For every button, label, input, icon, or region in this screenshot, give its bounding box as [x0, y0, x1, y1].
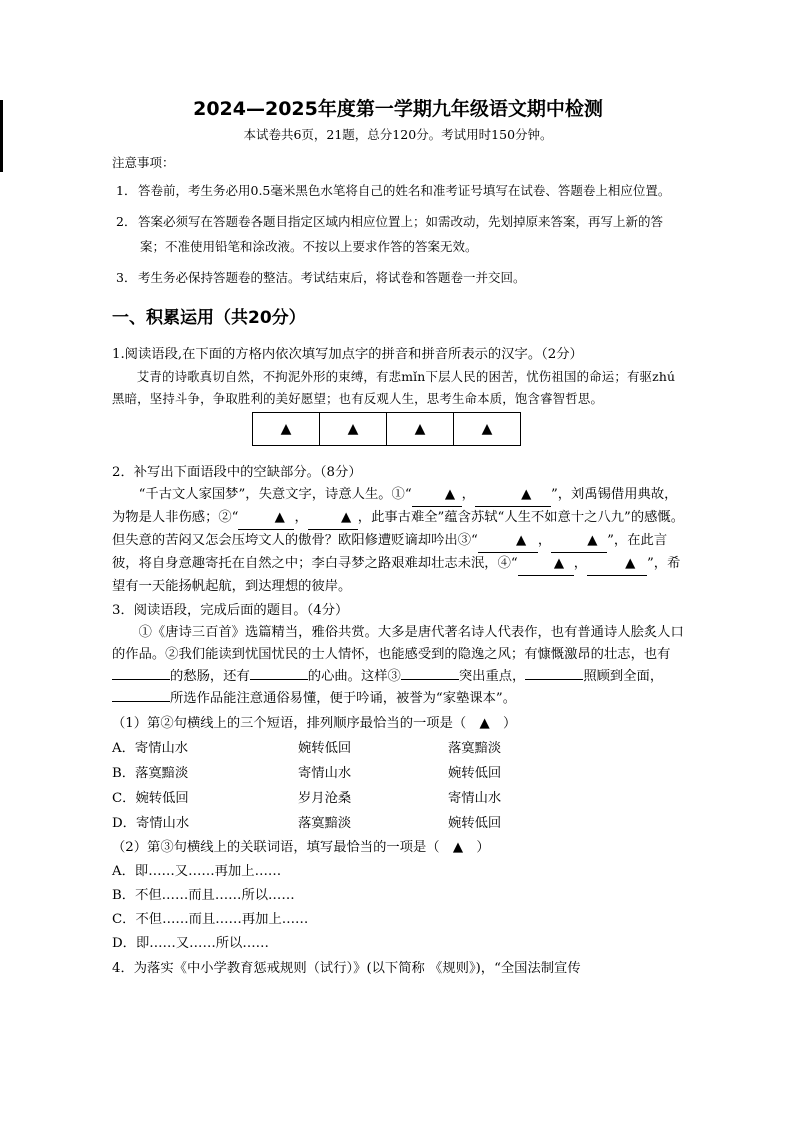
separator: ， [294, 510, 308, 525]
passage-text: ”，在此言彼，将自身意趣寄托在自然之中；李白寻梦之路艰难却壮志未泯，④“ [112, 533, 668, 571]
notice-num: 3． [116, 270, 137, 285]
passage-text: ”，希望有一天能扬帆起航，到达理想的彼岸。 [112, 556, 681, 594]
fill-blank[interactable] [112, 679, 170, 680]
option-line[interactable]: B．不但……而且……所以…… [112, 888, 295, 903]
fill-blank[interactable]: ▲ [478, 530, 538, 553]
answer-cell[interactable]: ▲ [387, 413, 454, 446]
section-title: 一、积累运用（共20分） [112, 308, 306, 328]
passage-text: ”，刘禹锡借用典故，为物是人非伤感；②“ [112, 487, 678, 525]
fill-blank[interactable]: ▲ [587, 553, 647, 576]
fill-blank[interactable]: ▲ [308, 507, 358, 530]
option-line[interactable]: C．不但……而且……再加上…… [112, 912, 309, 927]
notice-num: 1． [116, 183, 137, 198]
question-1-head: 1.阅读语段,在下面的方格内依次填写加点字的拼音和拼音所表示的汉字。（2分） [112, 347, 583, 362]
option-phrase: C．婉转低回 [112, 791, 189, 806]
passage-text: 突出重点， [458, 669, 526, 684]
question-3-sub-1: （1）第②句横线上的三个短语，排列顺序最恰当的一项是（ ▲ ） [112, 716, 517, 731]
option-phrase: 寄情山水 [298, 766, 352, 781]
fill-blank[interactable]: ▲ [551, 530, 607, 553]
page-title: 2024—2025年度第一学期九年级语文期中检测 [193, 98, 603, 120]
exam-page [112, 96, 684, 980]
question-3-passage [112, 622, 684, 710]
fill-blank[interactable]: ▲ [518, 553, 574, 576]
notice-item-1 [112, 178, 684, 203]
question-1-passage: 艾青的诗歌真切自然，不拘泥外形的束缚，有悲mǐn下层人民的困苦，忧伤祖国的命运；有驱zhú黑暗，坚持斗争，争取胜利的美好愿望；也有反观人生，思考生命本质，饱含睿智哲思。 [112, 369, 676, 406]
fill-blank[interactable] [112, 701, 170, 702]
notice-text: 答案必须写在答题卷各题目指定区域内相应位置上；如需改动，先划掉原来答案，再写上新的答案；不准使用铅笔和涂改液。不按以上要求作答的答案无效。 [138, 214, 664, 254]
notice-num: 2． [116, 214, 137, 229]
option-phrase: 落寞黯淡 [448, 741, 502, 756]
fill-blank[interactable] [250, 679, 308, 680]
passage-text: “千古文人家国梦”，失意文字，诗意人生。①“ [138, 487, 412, 502]
passage-text: ①《唐诗三百首》选篇精当，雅俗共赏。大多是唐代著名诗人代表作，也有普通诗人脍炙人口的作品。②我们能读到忧国忧民的士人情怀，也能感受到的隐逸之风；有慷慨激昂的壮志，也有 [112, 625, 684, 662]
option-phrase: 婉转低回 [448, 766, 502, 781]
question-3-head: 3．阅读语段，完成后面的题目。（4分） [112, 603, 349, 618]
option-row[interactable] [112, 761, 684, 786]
separator: ， [537, 533, 552, 548]
option-line[interactable]: A．即……又……再加上…… [112, 864, 282, 879]
option-phrase: B．落寞黯淡 [112, 766, 189, 781]
fill-blank[interactable] [525, 679, 583, 680]
binding-margin-bar [0, 100, 3, 172]
option-phrase: 落寞黯淡 [298, 816, 352, 831]
passage-text: 的愁肠，还有 [170, 669, 250, 684]
passage-text: 照顾到全面， [583, 669, 664, 684]
passage-text: ，此事古难全”蕴含苏轼“人生不如意十之八九”的感慨。但失意的苦闷又怎会压垮文人的傲骨？欧阳修遭贬谪却吟出③“ [112, 510, 685, 548]
option-row[interactable] [112, 736, 684, 761]
option-phrase: 寄情山水 [448, 791, 502, 806]
notice-text: 答卷前，考生务必用0.5毫米黑色水笔将自己的姓名和准考证号填写在试卷、答题卷上相应位置。 [138, 183, 671, 198]
fill-blank[interactable]: ▲ [238, 507, 294, 530]
answer-cell[interactable]: ▲ [454, 413, 521, 446]
question-3-sub-2: （2）第③句横线上的关联词语，填写最恰当的一项是（ ▲ ） [112, 840, 490, 855]
exam-info: 本试卷共6页，21题，总分120分。考试用时150分钟。 [243, 127, 553, 142]
answer-grid [252, 412, 521, 446]
option-phrase: 婉转低回 [448, 816, 502, 831]
notice-item-3 [112, 265, 684, 290]
notice-label: 注意事项： [112, 155, 175, 170]
fill-blank[interactable] [401, 679, 459, 680]
separator: ， [461, 487, 475, 502]
option-phrase: 岁月沧桑 [298, 791, 352, 806]
notice-item-2 [112, 209, 684, 259]
option-phrase: D．寄情山水 [112, 816, 190, 831]
answer-cell[interactable]: ▲ [320, 413, 387, 446]
fill-blank[interactable]: ▲ [475, 484, 551, 507]
question-2-passage [112, 484, 684, 598]
option-line[interactable]: D．即……又……所以…… [112, 936, 269, 951]
separator: ， [573, 556, 587, 571]
fill-blank[interactable]: ▲ [412, 484, 462, 507]
question-4-head: 4．为落实《中小学教育惩戒规则（试行）》(以下简称 《规则》)，“全国法制宣传 [112, 961, 581, 976]
option-row[interactable] [112, 786, 684, 811]
question-2-head: 2．补写出下面语段中的空缺部分。（8分） [112, 465, 362, 480]
answer-cell[interactable]: ▲ [253, 413, 320, 446]
option-row[interactable] [112, 811, 684, 836]
notice-text: 考生务必保持答题卷的整洁。考试结束后，将试卷和答题卷一并交回。 [138, 270, 526, 285]
option-phrase: 婉转低回 [298, 741, 352, 756]
passage-text: 所选作品能注意通俗易懂，便于吟诵，被誉为“家塾课本”。 [170, 691, 517, 706]
passage-text: 的心曲。这样③ [307, 669, 401, 684]
option-phrase: A．寄情山水 [112, 741, 189, 756]
